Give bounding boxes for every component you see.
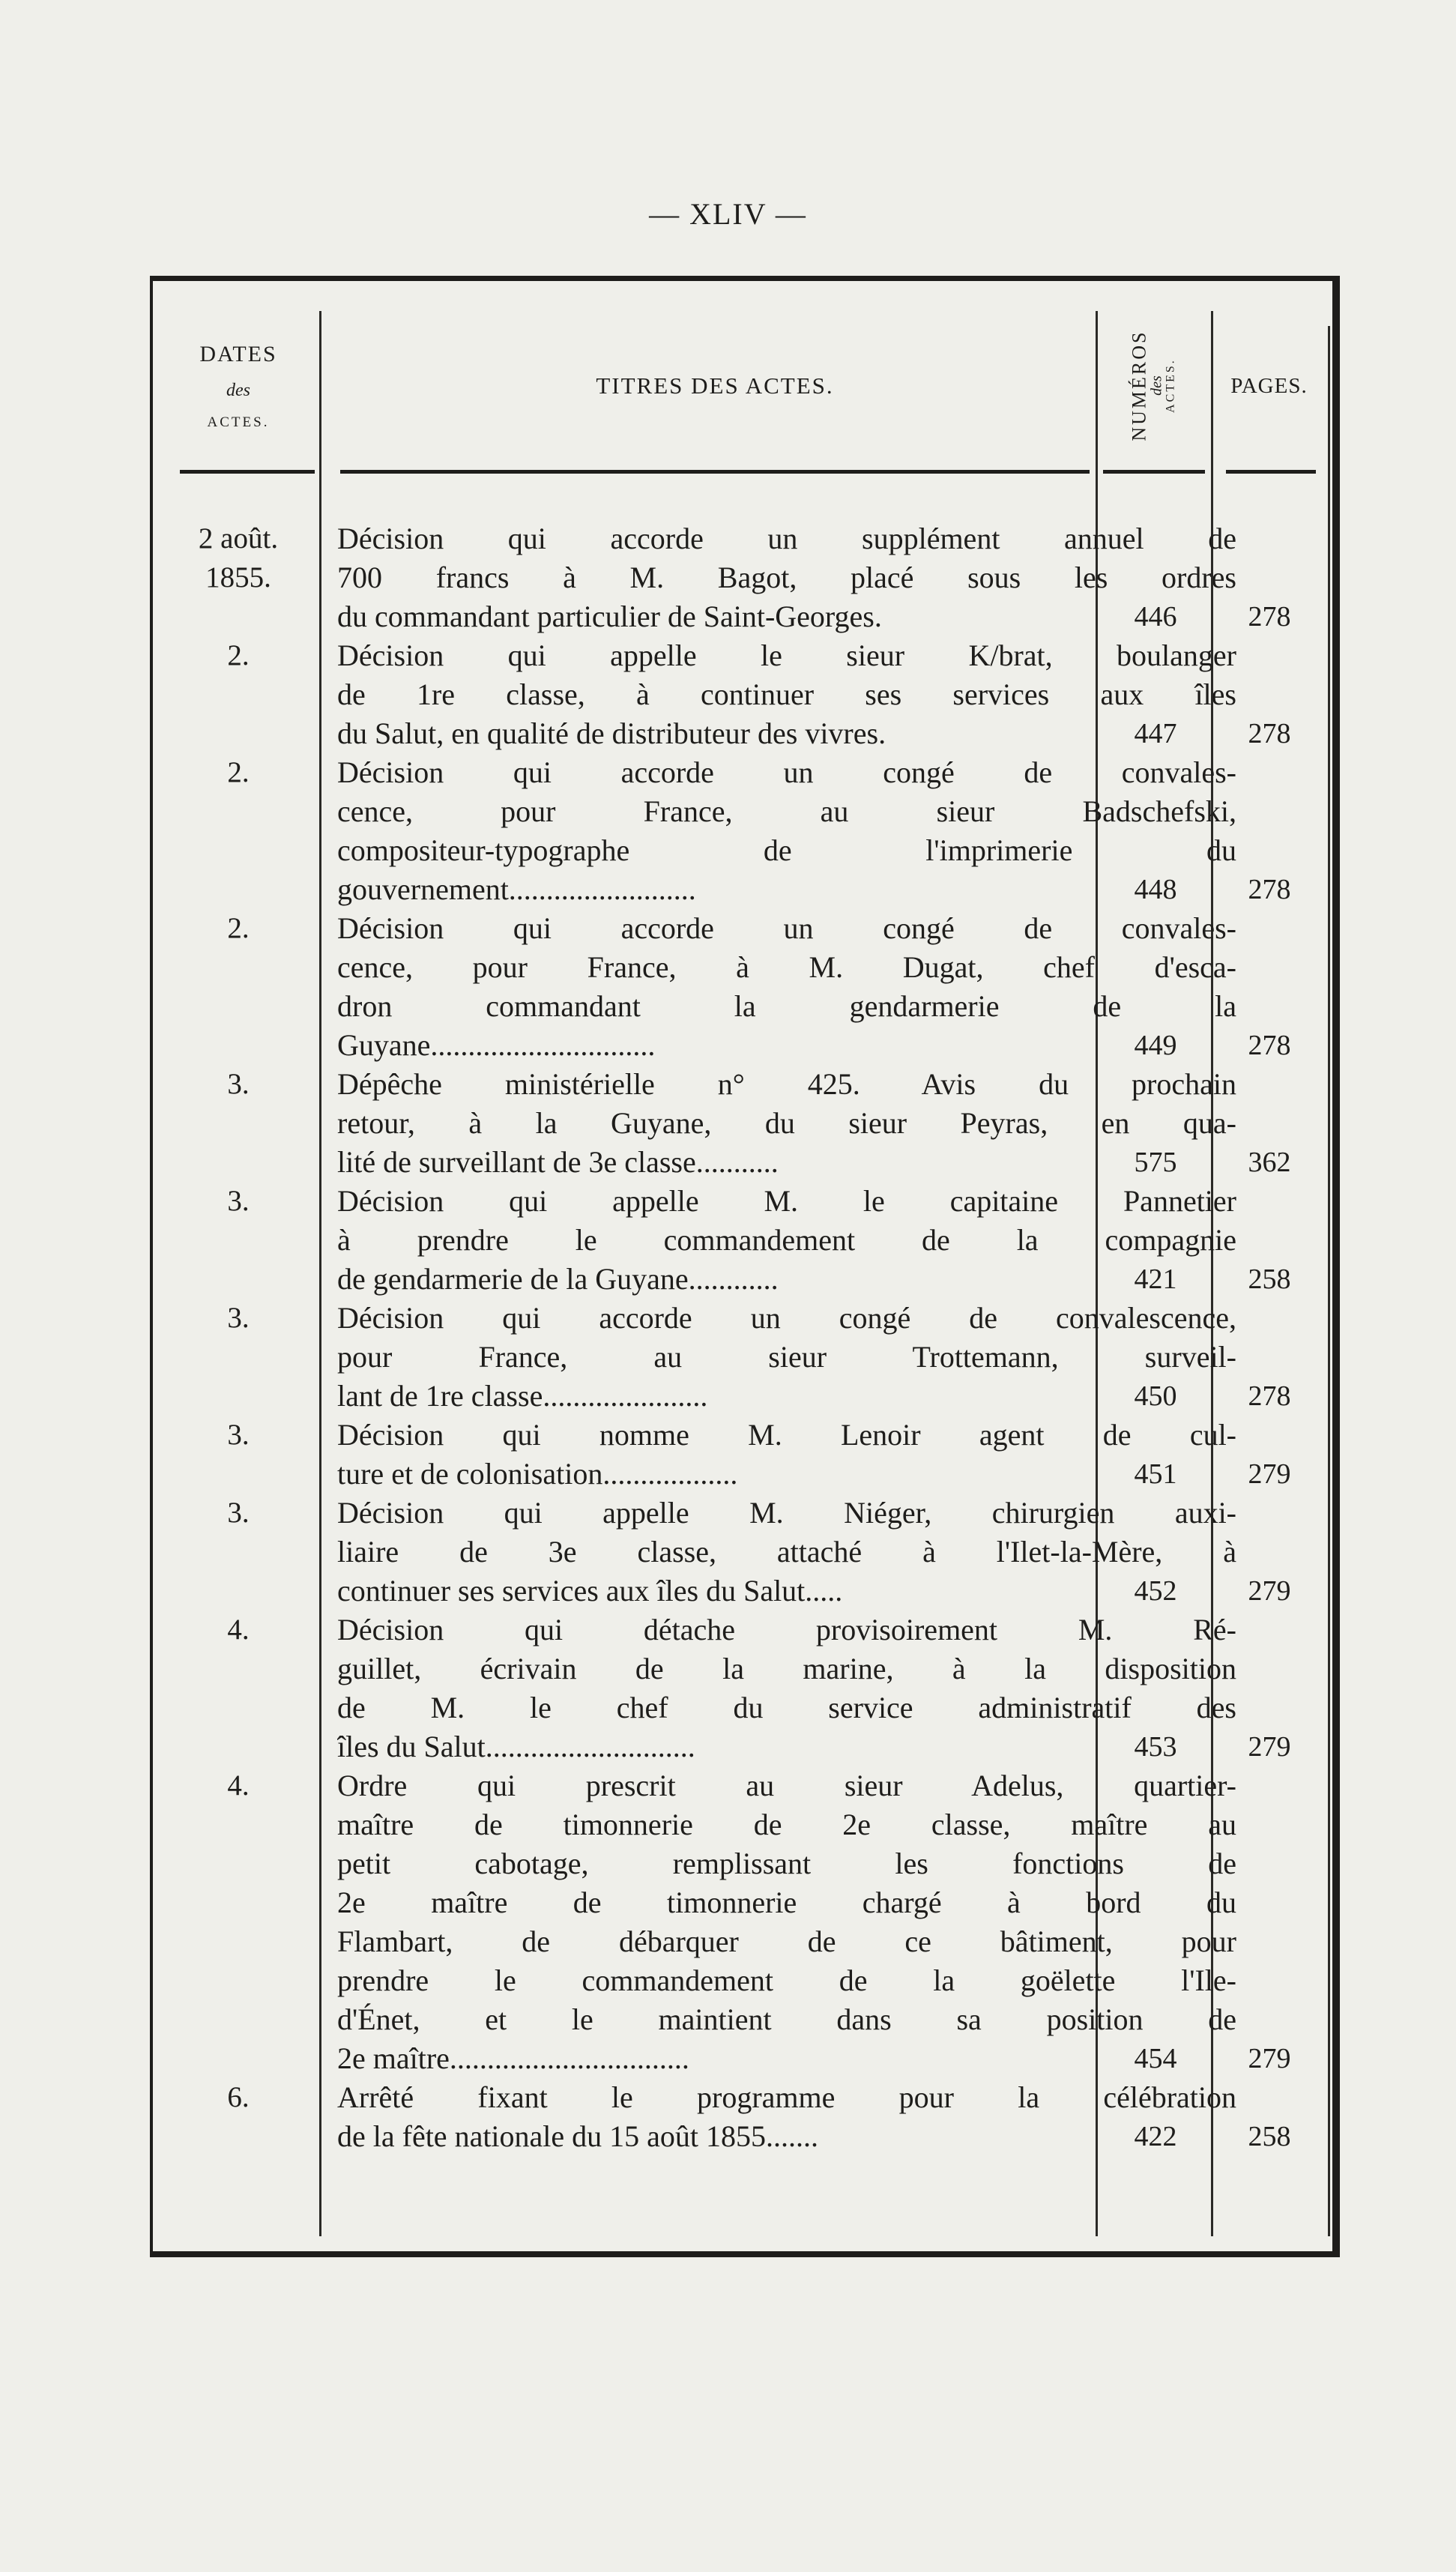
entry-title-line: cence, pour France, à M. Dugat, chef d'esca- [337,950,1236,984]
header-rule [1226,470,1316,474]
entry-title-line: Décision qui appelle M. le capitaine Pannetier [337,1184,1236,1218]
entry-title-line: Guyane.............................. [337,1028,656,1062]
column-header-numeros [1097,311,1209,461]
entry-title [337,1766,1236,2078]
header-rule [1103,470,1205,474]
entry-title-line: Décision qui nomme M. Lenoir agent de cul- [337,1418,1236,1452]
entry-title-line: liaire de 3e classe, attaché à l'Ilet-la-Mère, à [337,1535,1236,1569]
entry-title-line: Décision qui appelle le sieur K/brat, boulanger [337,639,1236,672]
entry-title-line: Décision qui accorde un congé de convales- [337,755,1236,789]
entry-title-line: à prendre le commandement de la compagnie [337,1223,1236,1257]
header-rule [180,470,315,474]
entry-page: 258 [1248,2121,1291,2152]
header-dates-line2: des [226,380,250,400]
page-header: — XLIV — [649,197,807,231]
entry-title-line: compositeur-typographe de l'imprimerie du [337,833,1236,867]
entry-title-line: du Salut, en qualité de distributeur des vivres. [337,716,886,750]
table-row [153,519,1332,636]
entry-date: 3. [227,1185,250,1217]
entry-date: 4. [227,1613,250,1646]
entry-title-line: ture et de colonisation.................. [337,1457,738,1491]
entry-numero: 421 [1134,1264,1177,1295]
entry-title-line: Décision qui accorde un congé de convales- [337,911,1236,945]
entry-page: 279 [1248,1458,1291,1490]
table-row [153,1416,1332,1494]
entry-title-line: continuer ses services aux îles du Salut..... [337,1574,843,1608]
entry-title-line: îles du Salut............................ [337,1730,695,1763]
entry-numero: 451 [1134,1458,1177,1490]
table-row [153,909,1332,1065]
entry-title-line: maître de timonnerie de 2e classe, maître au [337,1808,1236,1841]
entry-title-line: 2e maître................................ [337,2041,689,2075]
entry-date: 3. [227,1068,250,1100]
entry-numero: 448 [1134,874,1177,905]
entry-title-line: de la fête nationale du 15 août 1855....... [337,2119,819,2153]
entry-title-line: pour France, au sieur Trottemann, surveil- [337,1340,1236,1374]
entry-numero: 449 [1134,1030,1177,1061]
header-numeros-line1: NUMÉROS [1128,330,1150,442]
entry-title-line: de M. le chef du service administratif des [337,1691,1236,1724]
table-body [153,519,1332,2156]
entry-numero: 454 [1134,2043,1177,2074]
column-header-dates [163,311,313,461]
entry-page: 278 [1248,718,1291,749]
entry-title-line: retour, à la Guyane, du sieur Peyras, en qua- [337,1106,1236,1140]
entry-date: 2. [227,756,250,788]
entry-title-line: dron commandant la gendarmerie de la [337,989,1236,1023]
entry-numero: 450 [1134,1380,1177,1412]
entry-title-line: lant de 1re classe...................... [337,1379,708,1413]
entry-page: 278 [1248,874,1291,905]
entry-numero: 422 [1134,2121,1177,2152]
entry-title-line: Ordre qui prescrit au sieur Adelus, quartier- [337,1769,1236,1802]
entry-title-line: Décision qui accorde un supplément annuel de [337,522,1236,555]
header-rule [340,470,1090,474]
table-frame [150,276,1340,2257]
entry-title-line: cence, pour France, au sieur Badschefski, [337,794,1236,828]
header-numeros-line2: des [1148,375,1165,396]
entry-date: 2. [227,912,250,944]
table-row [153,1182,1332,1299]
entry-title-line: 700 francs à M. Bagot, placé sous les ordres [337,561,1236,594]
column-header-pages: PAGES. [1230,373,1308,398]
entry-date: 3. [227,1419,250,1451]
entry-page: 278 [1248,601,1291,633]
entry-date: 2 août. 1855. [198,522,279,594]
entry-title-line: Décision qui accorde un congé de convalescence, [337,1301,1236,1335]
header-dates-line1: DATES [199,341,277,366]
entry-title-line: de 1re classe, à continuer ses services aux îles [337,677,1236,711]
table-row [153,1065,1332,1182]
entry-page: 278 [1248,1380,1291,1412]
entry-date: 2. [227,639,250,671]
entry-page: 279 [1248,1575,1291,1607]
entry-title-line: lité de surveillant de 3e classe........... [337,1145,779,1179]
entry-numero: 452 [1134,1575,1177,1607]
entry-numero: 575 [1134,1147,1177,1178]
table-row [153,2078,1332,2156]
entry-page: 278 [1248,1030,1291,1061]
entry-title-line: Décision qui appelle M. Niéger, chirurgien auxi- [337,1496,1236,1530]
table-row [153,1766,1332,2078]
entry-title-line: guillet, écrivain de la marine, à la disposition [337,1652,1236,1685]
entry-title-line: Flambart, de débarquer de ce bâtiment, pour [337,1925,1236,1958]
entry-title-line: petit cabotage, remplissant les fonctions de [337,1847,1236,1880]
entry-title-line: Dépêche ministérielle n° 425. Avis du prochain [337,1067,1236,1101]
entry-date: 3. [227,1497,250,1529]
table-row [153,753,1332,909]
entry-date: 3. [227,1302,250,1334]
column-header-titres: TITRES DES ACTES. [596,372,834,399]
header-numeros-line3: ACTES. [1164,358,1177,414]
entry-page: 279 [1248,2043,1291,2074]
entry-title-line: prendre le commandement de la goëlette l'Ile- [337,1963,1236,1997]
table-row [153,1494,1332,1610]
entry-title-line: d'Énet, et le maintient dans sa position de [337,2002,1236,2036]
entry-page: 279 [1248,1731,1291,1763]
table-row [153,1299,1332,1416]
entry-title-line: 2e maître de timonnerie chargé à bord du [337,1886,1236,1919]
entry-title-line: du commandant particulier de Saint-Georges. [337,600,882,633]
entry-page: 258 [1248,1264,1291,1295]
entry-page: 362 [1248,1147,1291,1178]
entry-title-line: de gendarmerie de la Guyane............ [337,1262,779,1296]
entry-title-line: Décision qui détache provisoirement M. Ré- [337,1613,1236,1646]
table-row [153,636,1332,753]
table-row [153,1610,1332,1766]
entry-date: 4. [227,1769,250,1802]
entry-numero: 446 [1134,601,1177,633]
entry-title-line: gouvernement......................... [337,872,696,906]
header-dates-line3: ACTES. [207,414,270,430]
entry-date: 6. [227,2081,250,2113]
entry-numero: 447 [1134,718,1177,749]
entry-title-line: Arrêté fixant le programme pour la célébration [337,2080,1236,2114]
entry-numero: 453 [1134,1731,1177,1763]
